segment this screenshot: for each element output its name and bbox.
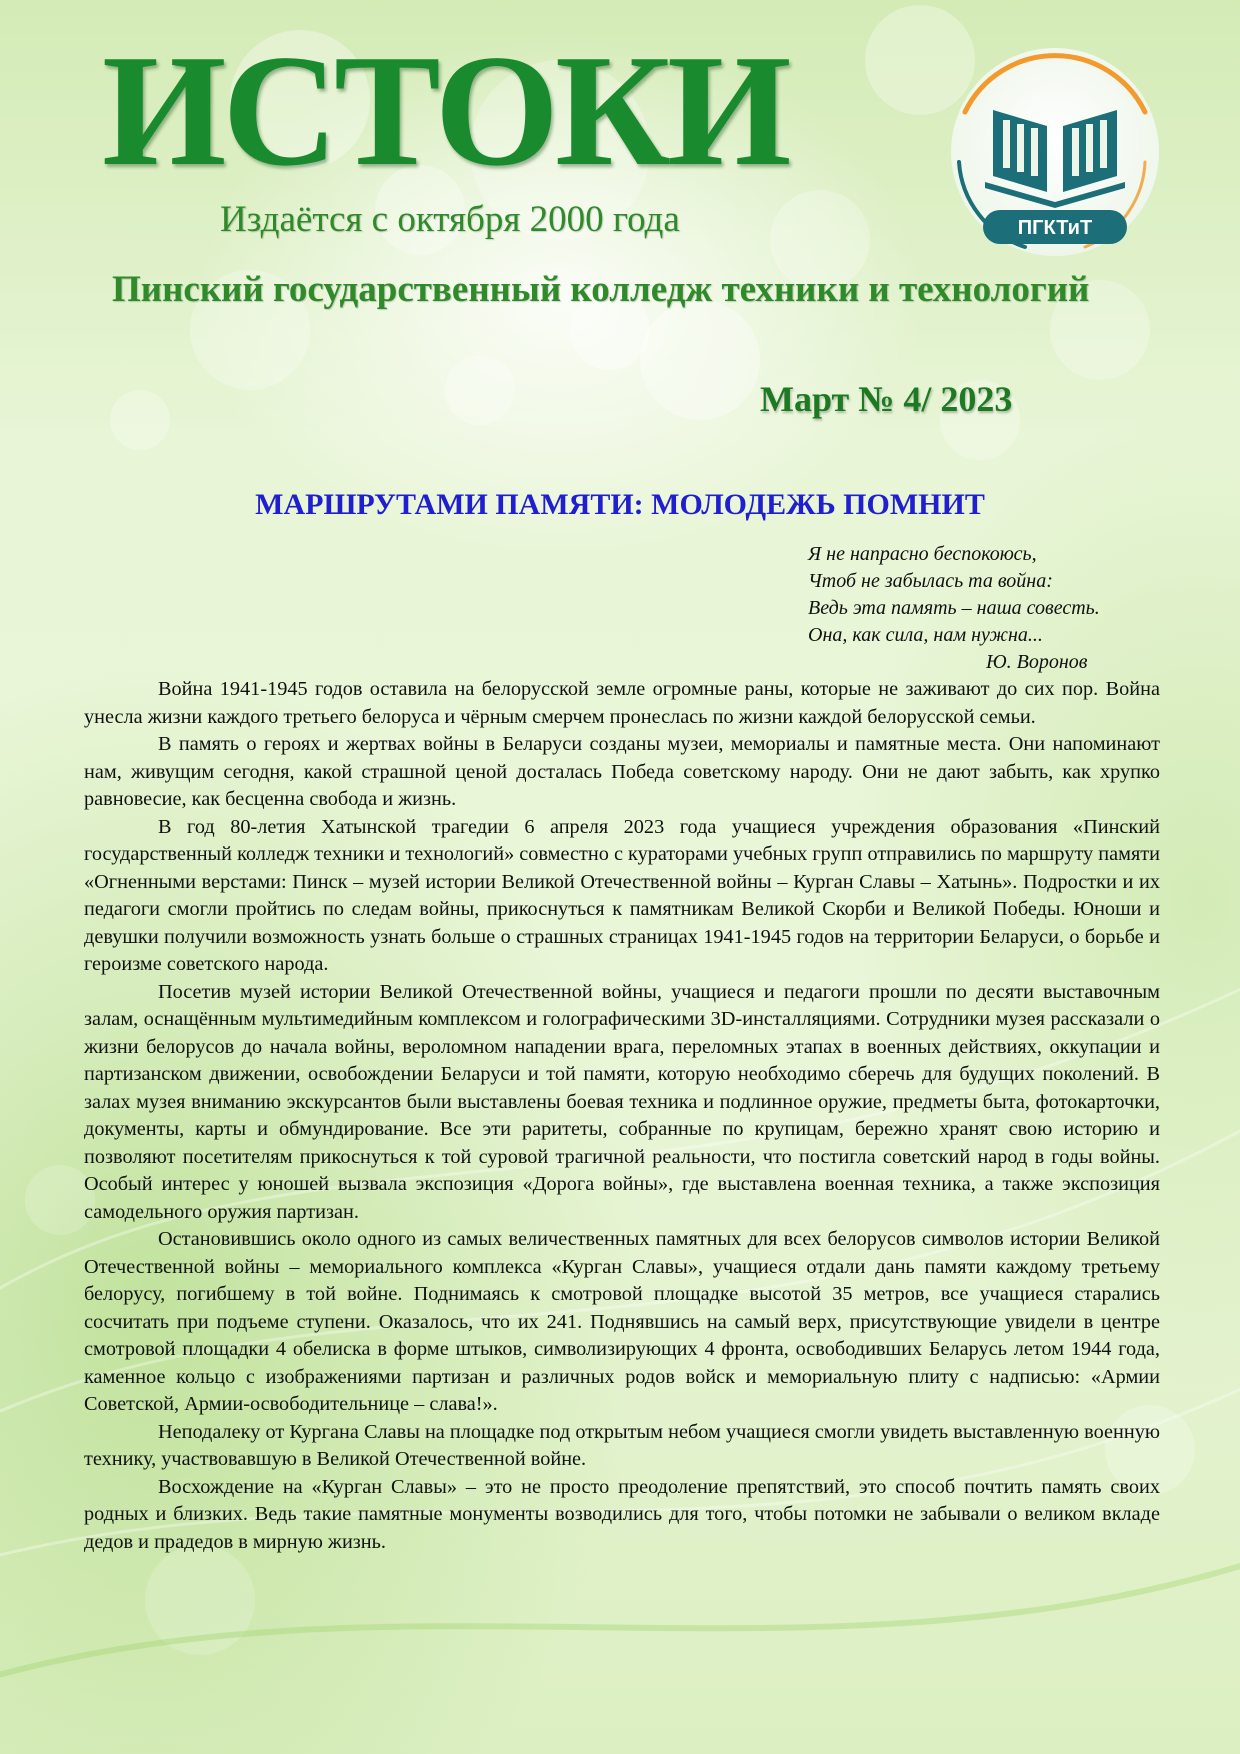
epigraph-line: Она, как сила, нам нужна... [808,624,1043,646]
college-logo [945,42,1165,262]
epigraph-line: Чтоб не забылась та война: [808,570,1053,592]
article-paragraph: В память о героях и жертвах войны в Беларуси созданы музеи, мемориалы и памятные места. Они напоминают нам, живущим сегодня, какой страшной ценой досталась Победа советскому народу. Они не дают забыть, как хрупко равновесие, как бесценна свобода и жизнь. [84,733,1160,810]
article-paragraph: В год 80-летия Хатынской трагедии 6 апреля 2023 года учащиеся учреждения образования «Пинский государственный колледж техники и технологий» совместно с кураторами учебных групп отправились по маршруту памяти «Огненными верстами: Пинск – музей истории Великой Отечественной войны – Курган Славы – Хатынь». Подростки и их педагоги смогли пройтись по следам войны, прикоснуться к памятникам Великой Скорби и Великой Победы. Юноши и девушки получили возможность узнать больше о страшных страницах 1941-1945 годов на территории Беларуси, о борьбе и героизме советского народа. [84,815,1160,975]
masthead-title: ИСТОКИ [102,21,788,199]
article-body [84,676,1160,1556]
logo-text: ПГКТиТ [1017,217,1093,239]
article-headline: МАРШРУТАМИ ПАМЯТИ: МОЛОДЕЖЬ ПОМНИТ [255,488,985,521]
publication-since: Издаётся с октября 2000 года [220,199,680,240]
article-paragraph: Восхождение на «Курган Славы» – это не просто преодоление препятствий, это способ почтить память своих родных и близких. Ведь такие памятные монументы возводились для того, чтобы потомки не забывали о великом вкладе дедов и прадедов в мирную жизнь. [84,1475,1160,1553]
article-paragraph: Посетив музей истории Великой Отечественной войны, учащиеся и педагоги прошли по десяти выставочным залам, оснащённым мультимедийным комплексом и голографическими 3D-инсталляциями. Сотрудники музея рассказали о жизни белорусов до начала войны, вероломном нападении врага, переломных этапах в военных действиях, оккупации и партизанском движении, освобождении Беларуси и той памяти, которую необходимо сберечь для будущих поколений. В залах музея вниманию экскурсантов были выставлены боевая техника и подлинное оружие, предметы быта, фотокарточки, документы, карты и обмундирование. Все эти раритеты, собранные по крупицам, бережно хранят свою историю и позволяют посетителям прикоснуться к той суровой трагичной реальности, что постигла советский народ в годы войны. Особый интерес у юношей вызвала экспозиция «Дорога войны», где выставлена военная техника, а также экспозиция самодельного оружия партизан. [84,980,1160,1223]
issue-number: Март № 4/ 2023 [760,379,1013,419]
article-paragraph: Остановившись около одного из самых величественных памятных для всех белорусов символов истории Великой Отечественной войны – мемориального комплекса «Курган Славы», учащиеся отдали дань памяти каждому третьему белорусу, погибшему в той войне. Поднимаясь к смотровой площадке высотой 35 метров, все учащиеся старались сосчитать при подъеме ступени. Оказалось, что их 241. Поднявшись на самый верх, присутствующие увидели в центре смотровой площадки 4 обелиска в форме штыков, символизирующих 4 фронта, освободивших Беларусь летом 1944 года, каменное кольцо с изображениями партизан и различных родов войск и мемориальную плиту с надписью: «Армии Советской, Армии-освободительнице – слава!». [84,1228,1160,1415]
epigraph [808,541,1188,676]
epigraph-line: Я не напрасно беспокоюсь, [808,543,1037,565]
article-paragraph: Война 1941-1945 годов оставила на белорусской земле огромные раны, которые не заживают до сих пор. Война унесла жизни каждого третьего белоруса и чёрным смерчем пронеслась по жизни каждой белорусской семьи. [84,678,1160,728]
epigraph-line: Ведь эта память – наша совесть. [808,597,1100,619]
article-paragraph: Неподалеку от Кургана Славы на площадке под открытым небом учащиеся смогли увидеть выставленную военную технику, участвовавшую в Великой Отечественной войне. [84,1420,1160,1470]
publisher-name: Пинский государственный колледж техники и технологий [112,269,1090,310]
epigraph-author: Ю. Воронов [986,651,1088,673]
